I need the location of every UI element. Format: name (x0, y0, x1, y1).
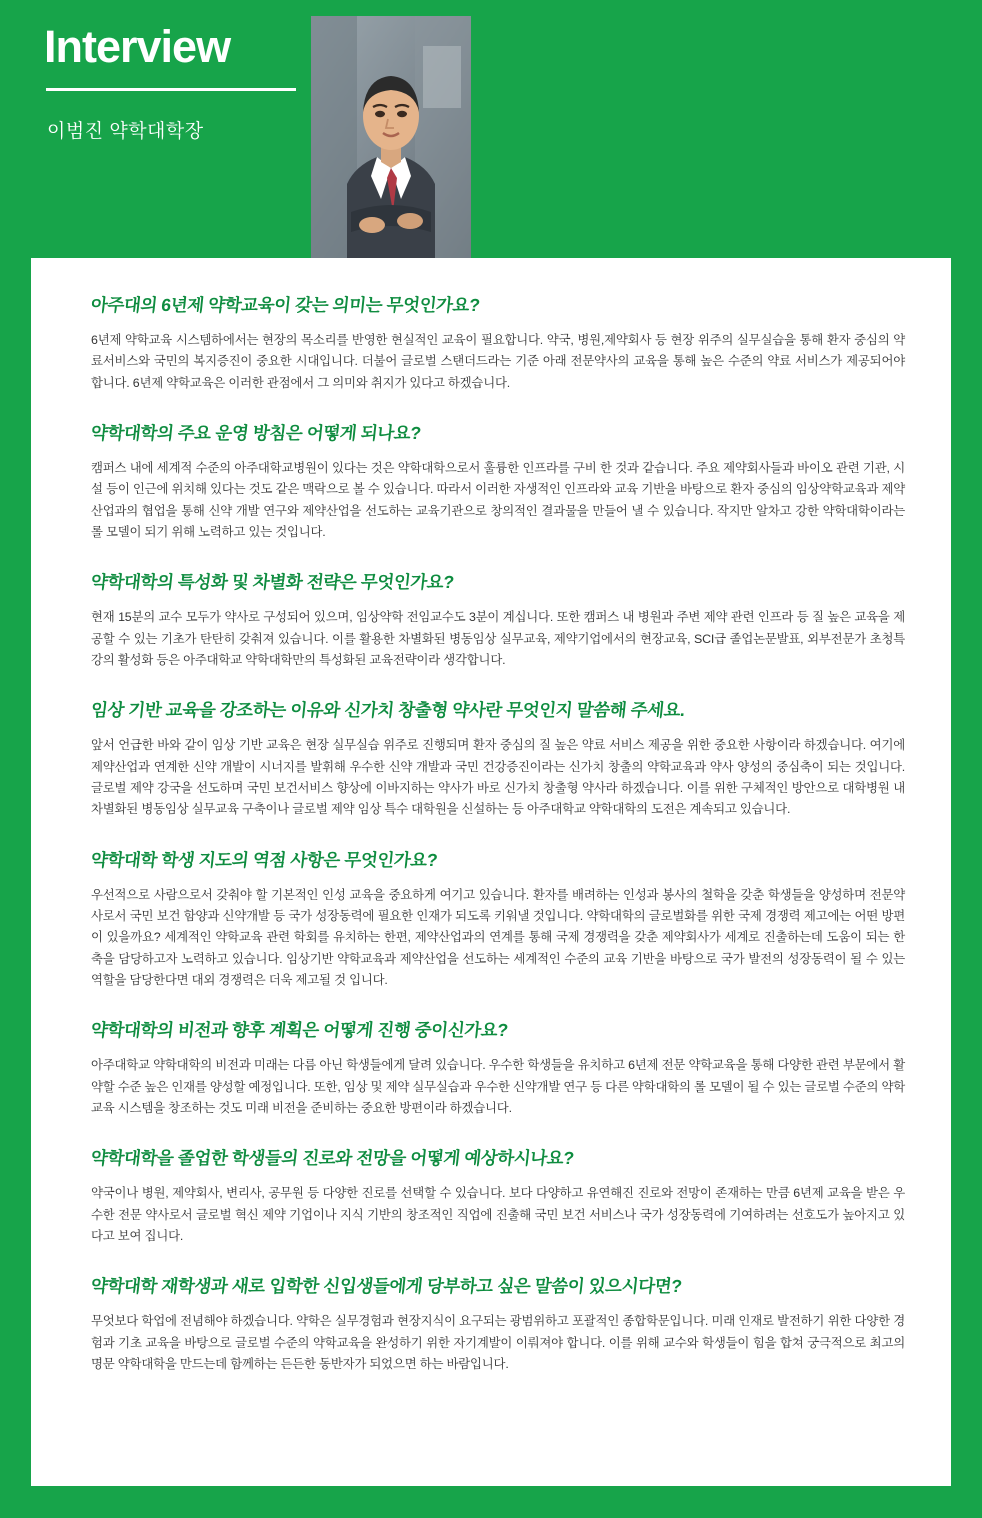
interviewee-name: 이범진 약학대학장 (47, 121, 204, 142)
answer-text: 우선적으로 사람으로서 갖춰야 할 기본적인 인성 교육을 중요하게 여기고 있습니다. 환자를 배려하는 인성과 봉사의 철학을 갖춘 학생들을 양성하며 전문약사로서 국민 보건 함양과 신약개발 등 국가 성장동력에 필요한 인재가 되도록 키워낼 것입니다. 약학대학의 글로벌화를 위한 국제 경쟁력 제고에는 어떤 방편이 있을까요? 세계적인 약학교육 관련 학회를 유치하는 한편, 제약산업과의 연계를 통해 국제 경쟁력을 갖춘 제약회사가 세계로 진출하는데 도움이 되는 한 축을 담당하고자 노력하고 있습니다. 임상기반 약학교육과 제약산업을 선도하는 세계적인 수준의 교육 기반을 바탕으로 국가 발전의 성장동력이 될 수 있는 역할을 담당한다면 대외 경쟁력은 더욱 제고될 것 입니다. (91, 887, 905, 987)
qa-item (71, 1145, 911, 1247)
question-text: 아주대의 6년제 약학교육이 갖는 의미는 무엇인가요? (89, 295, 481, 315)
qa-item (71, 1273, 911, 1375)
question-text: 약학대학 재학생과 새로 입학한 신입생들에게 당부하고 싶은 말씀이 있으시다면? (89, 1276, 683, 1297)
title-divider (46, 88, 296, 91)
question-text: 약학대학을 졸업한 학생들의 진로와 전망을 어떻게 예상하시나요? (89, 1148, 575, 1169)
interviewee-portrait (311, 16, 471, 259)
answer-text: 캠퍼스 내에 세계적 수준의 아주대학교병원이 있다는 것은 약학대학으로서 훌륭한 인프라를 구비 한 것과 같습니다. 주요 제약회사들과 바이오 관련 기관, 시설 등이 인근에 위치해 있다는 것도 같은 맥락으로 볼 수 있습니다. 따라서 이러한 자생적인 인프라와 교육 기반을 바탕으로 환자 중심의 임상약학교육과 제약 산업과의 협업을 통해 신약 개발 연구와 제약산업을 선도하는 교육기관으로 창의적인 결과물을 만들어 낼 수 있습니다. 작지만 알차고 강한 약학대학이라는 롤 모델이 되기 위해 노력하고 있는 것입니다. (91, 460, 905, 539)
answer-text: 아주대학교 약학대학의 비전과 미래는 다름 아닌 학생들에게 달려 있습니다. 우수한 학생들을 유치하고 6년제 전문 약학교육을 통해 다양한 관련 부문에서 활약할 수준 높은 인재를 양성할 예정입니다. 또한, 임상 및 제약 실무실습과 우수한 신약개발 연구 등 다른 약학대학의 롤 모델이 될 수 있는 글로벌 수준의 약학 교육 시스템을 창조하는 것도 미래 비전을 준비하는 중요한 방편이라 하겠습니다. (91, 1058, 906, 1115)
page-header (0, 0, 982, 250)
qa-item (71, 292, 911, 394)
interview-content-panel (31, 258, 951, 1486)
answer-text: 현재 15분의 교수 모두가 약사로 구성되어 있으며, 임상약학 전임교수도 3분이 계십니다. 또한 캠퍼스 내 병원과 주변 제약 관련 인프라 등 질 높은 교육을 제공할 수 있는 기초가 탄탄히 갖춰져 있습니다. 이를 활용한 차별화된 병동임상 실무교육, 제약기업에서의 현장교육, SCI급 졸업논문발표, 외부전문가 초청특강의 활성화 등은 아주대학교 약학대학만의 특성화된 교육전략이라 생각합니다. (91, 610, 905, 667)
question-text: 약학대학의 특성화 및 차별화 전략은 무엇인가요? (89, 572, 455, 593)
page-title: Interview (44, 21, 231, 72)
portrait-illustration (311, 16, 471, 259)
qa-item (71, 847, 911, 992)
question-text: 약학대학의 주요 운영 방침은 어떻게 되나요? (89, 422, 422, 443)
answer-text: 약국이나 병원, 제약회사, 변리사, 공무원 등 다양한 진로를 선택할 수 있습니다. 보다 다양하고 유연해진 진로와 전망이 존재하는 만큼 6년제 교육을 받은 우수한 전문 약사로서 글로벌 혁신 제약 기업이나 지식 기반의 창조적인 직업에 진출해 국민 보건 서비스나 국가 성장동력에 기여하려는 선호도가 높아지고 있다고 보여 집니다. (91, 1186, 905, 1243)
qa-item (71, 697, 911, 820)
answer-text: 앞서 언급한 바와 같이 임상 기반 교육은 현장 실무실습 위주로 진행되며 환자 중심의 질 높은 약료 서비스 제공을 위한 중요한 사항이라 하겠습니다. 여기에 제약산업과 연계한 신약 개발이 시너지를 발휘해 우수한 신약 개발과 국민 건강증진이라는 신가치 창출의 약학교육과 약사 양성의 중심축이 되는 것입니다. 글로벌 제약 강국을 선도하며 국민 보건서비스 향상에 이바지하는 약사가 바로 신가치 창출형 약사라 하겠습니다. 이를 위한 구체적인 방안으로 대학병원 내 차별화된 병동임상 실무교육 구축이나 글로벌 제약 임상 특수 대학원을 신설하는 등 아주대학교 약학대학의 도전은 계속되고 있습니다. (91, 738, 905, 817)
question-text: 임상 기반 교육을 강조하는 이유와 신가치 창출형 약사란 무엇인지 말씀해 주세요. (89, 700, 686, 721)
answer-text: 무엇보다 학업에 전념해야 하겠습니다. 약학은 실무경험과 현장지식이 요구되는 광범위하고 포괄적인 종합학문입니다. 미래 인재로 발전하기 위한 다양한 경험과 기초 교육을 바탕으로 글로벌 수준의 약학교육을 완성하기 위한 자기계발이 이뤄져야 합니다. 이를 위해 교수와 학생들이 힘을 합쳐 궁극적으로 최고의 명문 약학대학을 만드는데 함께하는 든든한 동반자가 되었으면 하는 바람입니다. (91, 1314, 905, 1371)
question-text: 약학대학 학생 지도의 역점 사항은 무엇인가요? (89, 849, 439, 870)
qa-item (71, 569, 911, 671)
question-text: 약학대학의 비전과 향후 계획은 어떻게 진행 중이신가요? (89, 1020, 509, 1041)
qa-item (71, 420, 911, 543)
answer-text: 6년제 약학교육 시스템하에서는 현장의 목소리를 반영한 현실적인 교육이 필요합니다. 약국, 병원,제약회사 등 현장 위주의 실무실습을 통해 환자 중심의 약료서비스와 국민의 복지증진이 중요한 시대입니다. 더불어 글로벌 스탠더드라는 기준 아래 전문약사의 교육을 통해 높은 수준의 약료 서비스가 제공되어야 합니다. 6년제 약학교육은 이러한 관점에서 그 의미와 취지가 있다고 하겠습니다. (91, 333, 905, 390)
qa-item (71, 1017, 911, 1119)
